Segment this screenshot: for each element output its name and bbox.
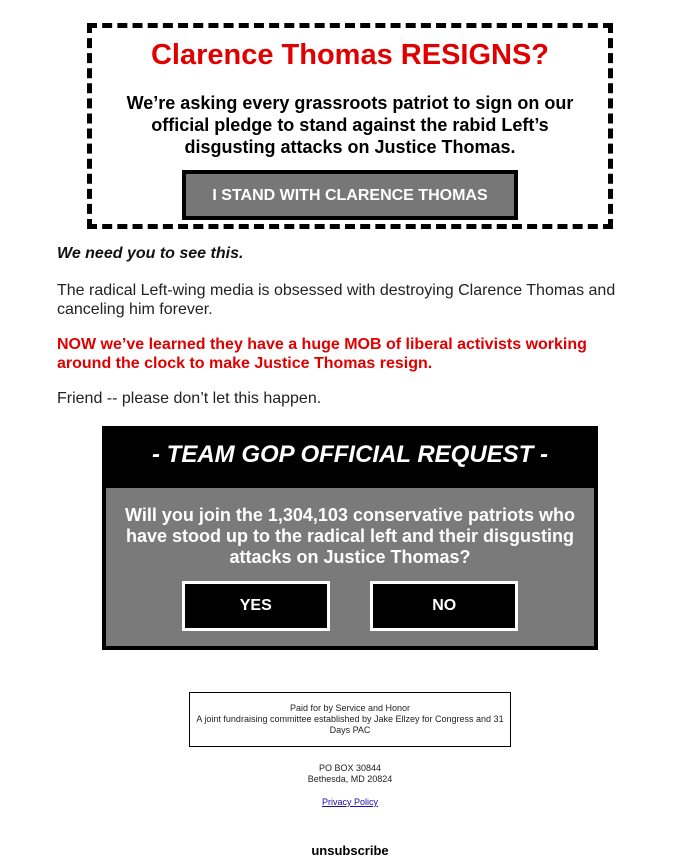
paid-for-disclaimer bbox=[189, 692, 511, 747]
mailing-address bbox=[0, 763, 700, 785]
address-city: Bethesda, MD 20824 bbox=[307, 774, 393, 784]
paragraph-friend: Friend -- please don’t let this happen. bbox=[57, 390, 322, 407]
yes-button[interactable]: YES bbox=[182, 581, 330, 631]
no-button[interactable]: NO bbox=[370, 581, 518, 631]
stand-with-button[interactable]: I STAND WITH CLARENCE THOMAS bbox=[186, 174, 514, 216]
request-body bbox=[106, 488, 594, 646]
unsubscribe-link[interactable]: unsubscribe bbox=[311, 843, 389, 858]
hero-box bbox=[87, 23, 613, 229]
pledge-subtitle: We’re asking every grassroots patriot to sign on our official pledge to stand against the rabid Left’s disgusting attacks on Justice Thomas. bbox=[126, 93, 574, 157]
paid-for-line: Paid for by Service and Honor bbox=[289, 703, 411, 713]
headline: Clarence Thomas RESIGNS? bbox=[150, 39, 550, 71]
paragraph-media: The radical Left-wing media is obsessed with destroying Clarence Thomas and canceling him forever. bbox=[57, 282, 616, 318]
paragraph-mob: NOW we’ve learned they have a huge MOB of liberal activists working around the clock to make Justice Thomas resign. bbox=[57, 336, 587, 372]
request-heading: - TEAM GOP OFFICIAL REQUEST - bbox=[152, 441, 548, 468]
cta-button-frame bbox=[182, 170, 518, 220]
privacy-row bbox=[0, 797, 700, 807]
intro-text: We need you to see this. bbox=[57, 245, 244, 262]
official-request-panel bbox=[102, 426, 598, 650]
request-question: Will you join the 1,304,103 conservative patriots who have stood up to the radical left and their disgusting attacks on Justice Thomas? bbox=[125, 505, 575, 567]
address-po-box: PO BOX 30844 bbox=[318, 763, 382, 773]
privacy-policy-link[interactable]: Privacy Policy bbox=[321, 797, 378, 807]
committee-line: A joint fundraising committee established by Jake Ellzey for Congress and 31 Days PAC bbox=[196, 714, 504, 735]
choice-buttons bbox=[106, 581, 594, 631]
unsubscribe-row bbox=[0, 843, 700, 858]
